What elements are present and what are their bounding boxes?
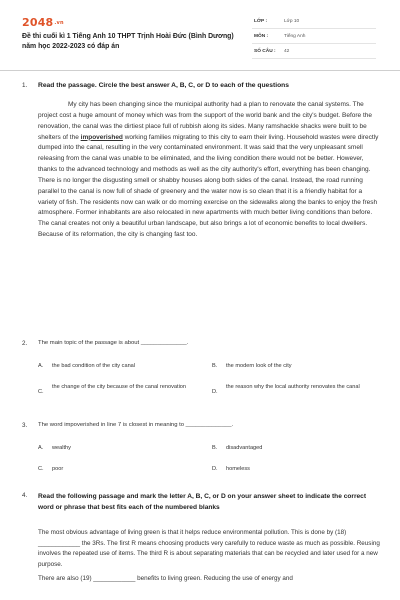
passage-underlined-word: impoverished <box>80 133 123 141</box>
page-header <box>0 0 400 70</box>
question-3 <box>22 422 382 482</box>
meta-count-value: 42 <box>284 49 290 54</box>
option-letter: A. <box>38 363 44 369</box>
option-text: poor <box>52 466 64 472</box>
header-divider <box>0 70 400 71</box>
option-text: the reason why the local authority renovates the canal <box>226 384 360 390</box>
option-text: wealthy <box>52 445 71 451</box>
option-text: disadvantaged <box>226 445 263 451</box>
option-letter: A. <box>38 445 44 451</box>
meta-count-label: SỐ CÂU : <box>254 49 276 54</box>
exam-title: Đề thi cuối kì 1 Tiếng Anh 10 THPT Trịnh Hoài Đức (Bình Dương) năm học 2022-2023 có đáp án <box>22 33 234 50</box>
meta-subject-value: Tiếng Anh <box>284 34 306 39</box>
option-letter: C. <box>38 466 44 472</box>
option-letter: D. <box>212 466 218 472</box>
cloze-paragraph: The most obvious advantage of living green is that it helps reduce environmental pollution. This is done by (18) ____________ the 3Rs. The first R means choosing products very carefully to reduce waste as much as possible. Reusing involves the repeated use of items. The third R is about separating materials that can be recycled and later used for a new purpose. <box>38 529 380 568</box>
option-letter: B. <box>212 363 218 369</box>
passage-text-before: My city has been changing since the municipal authority had a plan to renovate the canal systems. The project cost a huge amount of money which was from the support of the world bank and the city's budget. Before the renovation, the canal was the dirtiest place full of rubbish along its sides. Many ramshackle shacks were built to be shelters of the <box>38 101 373 141</box>
exam-meta <box>252 16 376 61</box>
question-text: The word impoverished in line 7 is closest in meaning to ______________. <box>38 422 234 428</box>
site-logo[interactable] <box>22 16 64 29</box>
meta-subject-row <box>252 31 376 44</box>
meta-class-value: Lớp 10 <box>284 19 300 24</box>
question-2 <box>22 340 382 410</box>
option-text: homeless <box>226 466 250 472</box>
question-heading: Read the passage. Circle the best answer A, B, C, or D to each of the questions <box>38 82 289 89</box>
option-text: the change of the city because of the canal renovation <box>52 384 187 390</box>
question-number: 4. <box>22 492 28 499</box>
meta-class-row <box>252 16 376 29</box>
logo-text: 2048 <box>22 16 54 29</box>
option-text: the modern look of the city <box>226 363 292 369</box>
meta-count-row <box>252 46 376 59</box>
cloze-passage <box>38 528 383 589</box>
question-heading: Read the following passage and mark the letter A, B, C, or D on your answer sheet to indicate the correct word or phrase that best fits each of the numbered blanks <box>38 493 367 511</box>
cloze-paragraph-cutoff: There are also (19) ____________ benefits to living green. Reducing the use of energy and <box>38 575 293 583</box>
option-letter: D. <box>212 389 218 395</box>
logo-suffix: .vn <box>54 20 64 26</box>
option-text: the bad condition of the city canal <box>52 363 136 369</box>
question-number: 3. <box>22 422 28 429</box>
option-letter: C. <box>38 389 44 395</box>
meta-class-label: LỚP : <box>254 19 268 24</box>
meta-subject-label: MÔN : <box>254 34 269 39</box>
passage-text-after: working families migrating to this city to earn their living. Household wastes were directly dumped into the canal, resulting in the very contaminated environment. It was said that the very unpleasant smell releasing from the canal was unable to be eliminated, and the living condition there would not be better. However, thanks to the advanced technology and methods as well as the city authority's effort, everything has been changing. There is no longer the disgusting smell or shabby houses along both sides of the canal. Instead, the road running parallel to the canal is now full of shade of greenery and the water now is so clean that it is a friendly habitat for a variety of fish. The residents now can walk or do morning exercise on the sidewalks along the banks to enjoy the fresh atmosphere. Former inhabitants are also relocated in new apartments with much better living conditions than before. The canal creates not only a beautiful urban landscape, but also brings a lot of economic benefits to local dwellers. Because of its reformation, the city is changing fast too. <box>38 133 379 239</box>
question-number: 2. <box>22 340 28 347</box>
reading-passage <box>38 100 383 241</box>
question-text: The main topic of the passage is about ______________. <box>38 340 189 346</box>
option-letter: B. <box>212 445 218 451</box>
question-number: 1. <box>22 82 28 89</box>
